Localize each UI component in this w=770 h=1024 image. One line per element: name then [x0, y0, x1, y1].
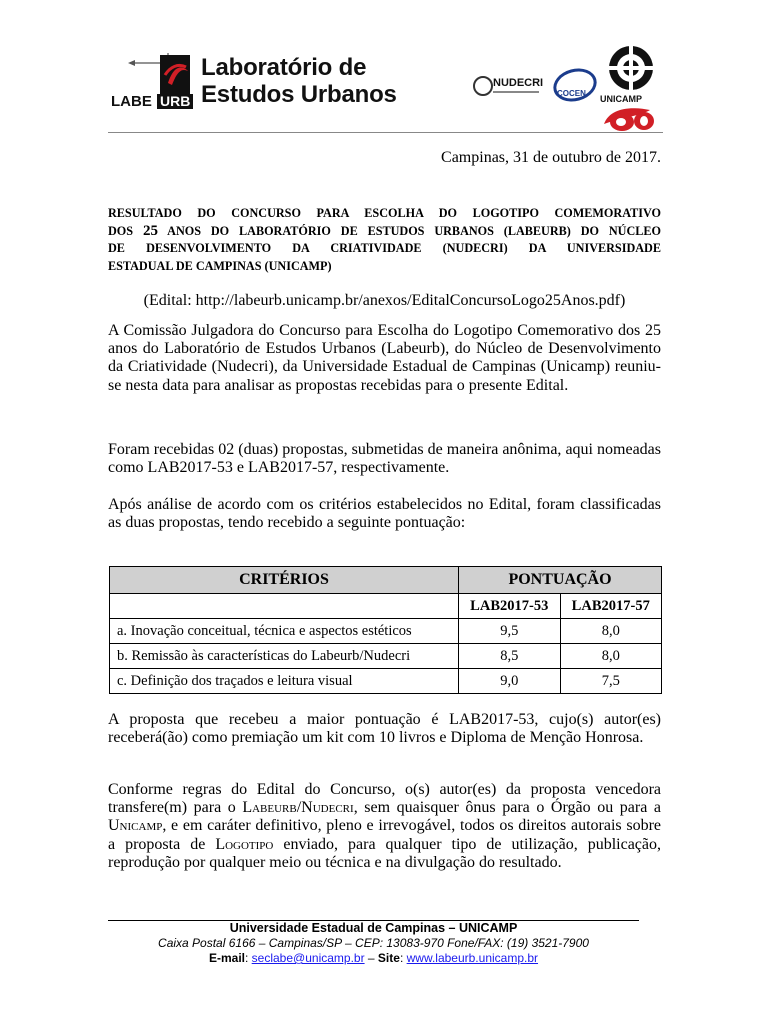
heading-line-1: RESULTADO DO CONCURSO PARA ESCOLHA DO LOGOTIPO COMEMORATIVO: [108, 206, 661, 220]
footer-contacts: E-mail: seclabe@unicamp.br – Site: www.labeurb.unicamp.br: [208, 951, 539, 965]
labeurb-mark-icon: [108, 45, 203, 115]
footer-separator: –: [364, 951, 378, 965]
heading-line-2-start: DOS: [108, 223, 143, 238]
score-b: 8,0: [560, 644, 662, 669]
score-a: 8,5: [459, 644, 561, 669]
heading-line-3: DE DESENVOLVIMENTO DA CRIATIVIDADE (NUDECRI) DA UNIVERSIDADE: [108, 241, 661, 255]
nudecri-logo-text: NUDECRI: [493, 77, 544, 89]
rights-labeurb: Labeurb/Nudecri: [242, 799, 354, 817]
heading-line-2-end: ANOS DO LABORATÓRIO DE ESTUDOS URBANOS (LABEURB) DO NÚCLEO: [157, 223, 662, 238]
rights-text-4: enviado, para qualquer tipo de utilização, publicação, reprodução por qualquer meio ou técnica e na divulgação do resultado.: [108, 835, 661, 871]
email-link[interactable]: seclabe@unicamp.br: [251, 951, 365, 965]
labeurb-title: [201, 54, 397, 108]
empty-subheader-cell: [110, 594, 459, 619]
unicamp-logo-text: UNICAMP: [600, 94, 642, 104]
rights-text-1: Conforme regras do Edital do Concurso, o(s) autor(es) da proposta vencedora transfere(m) para o: [108, 781, 661, 817]
svg-text:LABE: LABE: [111, 93, 152, 110]
footer-address: Caixa Postal 6166 – Campinas/SP – CEP: 13083-970 Fone/FAX: (19) 3521-7900: [158, 936, 589, 950]
score-a: 9,5: [459, 619, 561, 644]
paragraph-winner: A proposta que recebeu a maior pontuação é LAB2017-53, cujo(s) autor(es) receberá(ão) como premiação um kit com 10 livros e Diploma de Menção Honrosa.: [108, 711, 661, 747]
paragraph-proposals: Foram recebidas 02 (duas) propostas, submetidas de maneira anônima, aqui nomeadas como LAB2017-53 e LAB2017-57, respectivamente.: [108, 441, 661, 477]
labeurb-logo: [108, 45, 408, 115]
unicamp-emblem-icon: [598, 44, 663, 94]
svg-text:URB: URB: [160, 93, 191, 109]
labeurb-title-line1: Laboratório de: [201, 54, 367, 81]
table-row: [110, 644, 662, 669]
score-b: 8,0: [560, 619, 662, 644]
edital-reference: (Edital: http://labeurb.unicamp.br/anexos/EditalConcursoLogo25Anos.pdf): [143, 292, 626, 309]
paragraph-analysis: Após análise de acordo com os critérios estabelecidos no Edital, foram classificadas as duas propostas, tendo recebido a seguinte pontuação:: [108, 496, 661, 532]
table-header-row: [110, 567, 662, 594]
footer-organization: Universidade Estadual de Campinas – UNICAMP: [229, 921, 518, 935]
heading-line-2-number: 25: [142, 222, 158, 239]
document-heading: [108, 205, 661, 275]
cocen-logo-text: COCEN: [557, 89, 586, 98]
heading-line-4: ESTADUAL DE CAMPINAS (UNICAMP): [108, 258, 332, 273]
criteria-header: CRITÉRIOS: [110, 567, 459, 594]
site-link[interactable]: www.labeurb.unicamp.br: [406, 951, 539, 965]
rights-text-2: , sem quaisquer ônus para o Órgão ou para a: [353, 799, 661, 817]
labeurb-title-line2: Estudos Urbanos: [201, 81, 397, 108]
score-a: 9,0: [459, 669, 561, 694]
table-row: [110, 669, 662, 694]
rights-text-3: , e em caráter definitivo, pleno e irrevogável, todos os direitos autorais sobre a proposta de: [108, 817, 661, 853]
cocen-ring-icon: [550, 64, 601, 106]
criterion-label: c. Definição dos traçados e leitura visual: [110, 669, 459, 694]
paragraph-rights: [108, 781, 661, 872]
score-header: PONTUAÇÃO: [459, 567, 662, 594]
score-b: 7,5: [560, 669, 662, 694]
nudecri-logo: [473, 72, 543, 100]
paragraph-commission: A Comissão Julgadora do Concurso para Escolha do Logotipo Comemorativo dos 25 anos do Laboratório de Estudos Urbanos (Labeurb), do Núcleo de Desenvolvimento da Criatividade (Nudecri), da Universidade Estadual de Campinas (Unicamp) reuniu-se nesta data para analisar as propostas recebidas para o presente Edital.: [108, 322, 661, 394]
email-label: E-mail: [208, 951, 245, 965]
scores-table: [109, 566, 662, 694]
table-subheader-row: [110, 594, 662, 619]
rights-logotipo: Logotipo: [215, 835, 274, 853]
header-divider: [108, 132, 663, 133]
cocen-logo: [551, 65, 597, 105]
rights-unicamp: Unicamp: [108, 817, 163, 835]
nudecri-subline: [493, 91, 539, 93]
document-date: Campinas, 31 de outubro de 2017.: [441, 149, 661, 166]
unicamp-logo: [598, 44, 663, 132]
unicamp-50-anos-icon: [600, 104, 660, 132]
criterion-label: a. Inovação conceitual, técnica e aspectos estéticos: [110, 619, 459, 644]
proposal-a-header: LAB2017-53: [459, 594, 561, 619]
footer: [108, 921, 639, 966]
letterhead: [0, 0, 770, 135]
heading-line-2: [108, 223, 661, 241]
nudecri-circle-icon: [473, 76, 493, 96]
site-label: Site: [377, 951, 400, 965]
criterion-label: b. Remissão às características do Labeurb/Nudecri: [110, 644, 459, 669]
proposal-b-header: LAB2017-57: [560, 594, 662, 619]
table-row: [110, 619, 662, 644]
